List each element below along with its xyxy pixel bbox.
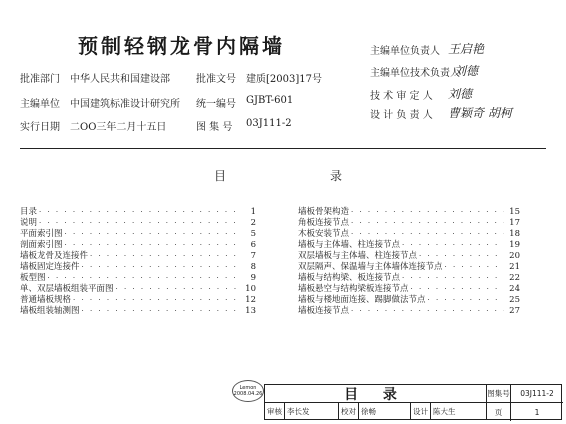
toc-item-title: 墙板与楼地面连接、踢脚做法节点 (298, 295, 426, 305)
check-name: 徐畅 (359, 403, 411, 419)
toc-item-page: 24 (509, 284, 520, 294)
signature: 刘德 (454, 64, 479, 78)
responsible-label: 主编单位负责人 (370, 46, 440, 57)
atlas-value: 03J111-2 (520, 389, 554, 398)
responsible-row (370, 62, 478, 79)
signature: 王启艳 (448, 42, 485, 56)
toc-item[interactable] (20, 229, 256, 240)
responsible-label: 技 术 审 定 人 (370, 91, 433, 102)
toc-item[interactable] (298, 295, 520, 306)
info-value: 03J111-2 (246, 118, 292, 129)
toc-item-title: 双层墙板与主体墙、柱连接节点 (298, 251, 418, 261)
info-value: GJBT-601 (246, 95, 294, 106)
check-label: 校对 (339, 403, 359, 419)
info-row-editor (20, 95, 180, 110)
toc-item-title: 墙板骨架构造 (298, 207, 350, 217)
toc-item[interactable] (20, 284, 256, 295)
info-row-approver (20, 70, 170, 85)
toc-item-title: 目录 (20, 207, 38, 217)
toc-heading-right: 录 (330, 169, 343, 183)
toc-item-title: 墙板连接节点 (298, 306, 350, 316)
lemon-stamp (232, 380, 264, 402)
toc-item-page: 20 (509, 251, 520, 261)
toc-item-title: 墙板组装轴测图 (20, 306, 80, 316)
toc-item[interactable] (20, 262, 256, 273)
toc-item[interactable] (298, 251, 520, 262)
toc-item-page: 13 (245, 306, 256, 316)
responsible-row (370, 40, 484, 57)
toc-item-page: 15 (509, 207, 520, 217)
info-value: 建质[2003]17号 (246, 74, 322, 85)
page-cell (487, 403, 563, 421)
toc-item[interactable] (20, 295, 256, 306)
info-value: 中国建筑标准设计研究所 (70, 99, 180, 110)
toc-item[interactable] (298, 229, 520, 240)
responsible-row (370, 85, 472, 102)
info-label: 图 集 号 (196, 122, 233, 133)
toc-item[interactable] (298, 218, 520, 229)
design-name: 陈大生 (433, 406, 456, 416)
toc-item-page: 12 (245, 295, 256, 305)
toc-item-page: 19 (509, 240, 520, 250)
toc-item-page: 25 (509, 295, 520, 305)
toc-item[interactable] (298, 284, 520, 295)
info-label: 统一编号 (196, 99, 236, 110)
toc-left-column (20, 207, 256, 317)
toc-item-page: 18 (509, 229, 520, 239)
divider (20, 148, 546, 149)
toc-item[interactable] (298, 207, 520, 218)
info-label: 实行日期 (20, 122, 60, 133)
toc-item-title: 普通墙板规格 (20, 295, 72, 305)
toc-item-title: 墙板与结构梁、板连接节点 (298, 273, 401, 283)
responsible-label: 主编单位技术负责人 (370, 68, 460, 79)
title-block-main: 目 录 (265, 385, 487, 403)
toc-item-page: 8 (250, 262, 256, 272)
toc-item-title: 单、双层墙板组装平面图 (20, 284, 114, 294)
toc-item-title: 墙板固定连接件 (20, 262, 80, 272)
toc-item-page: 27 (509, 306, 520, 316)
toc-item[interactable] (298, 240, 520, 251)
info-row-approval-no (196, 70, 322, 85)
toc-item-page: 1 (250, 207, 256, 217)
toc-item[interactable] (298, 262, 520, 273)
toc-right-column (298, 207, 520, 317)
toc-item-title: 墙板龙骨及连接件 (20, 251, 89, 261)
toc-item-page: 6 (250, 240, 256, 250)
info-value: 中华人民共和国建设部 (70, 74, 170, 85)
toc-item-page: 10 (245, 284, 256, 294)
toc-item-page: 21 (509, 262, 520, 272)
toc-item[interactable] (20, 240, 256, 251)
toc-item[interactable] (298, 273, 520, 284)
toc-item-page: 7 (250, 251, 256, 261)
toc-item[interactable] (20, 218, 256, 229)
toc-item-title: 双层隔声、保温墙与主体墙体连接节点 (298, 262, 443, 272)
toc-item-page: 22 (509, 273, 520, 283)
info-row-unified-no (196, 95, 293, 110)
toc-item-page: 17 (509, 218, 520, 228)
toc-item-page: 5 (250, 229, 256, 239)
page-label: 页 (487, 403, 511, 421)
toc-item-title: 说明 (20, 218, 38, 228)
toc-item-page: 9 (250, 273, 256, 283)
design-label: 设计 (411, 403, 431, 419)
signature: 刘德 (448, 87, 473, 101)
toc-item-title: 墙板与主体墙、柱连接节点 (298, 240, 401, 250)
info-label: 批准部门 (20, 74, 60, 85)
info-label: 主编单位 (20, 99, 60, 110)
info-row-atlas-no (196, 118, 292, 133)
toc-heading-left: 目 (214, 169, 227, 183)
toc-item-page: 2 (250, 218, 256, 228)
toc-item[interactable] (298, 306, 520, 317)
info-label: 批准文号 (196, 74, 236, 85)
atlas-label: 图集号 (487, 385, 511, 402)
atlas-cell (487, 385, 563, 403)
info-value: 二OO三年二月十五日 (70, 122, 167, 133)
page-title: 预制轻钢龙骨内隔墙 (78, 34, 285, 58)
toc-item-title: 角板连接节点 (298, 218, 350, 228)
signoff-row (265, 403, 487, 419)
toc-item[interactable] (20, 207, 256, 218)
review-name: 李长发 (285, 403, 339, 419)
toc-item[interactable] (20, 273, 256, 284)
review-label: 审核 (265, 403, 285, 419)
toc-item-title: 平面索引图 (20, 229, 63, 239)
toc-item-title: 剖面索引图 (20, 240, 63, 250)
toc-item[interactable] (20, 251, 256, 262)
toc-item-title: 木板安装节点 (298, 229, 350, 239)
page-value: 1 (534, 407, 540, 417)
toc-item-title: 板型图 (20, 273, 46, 283)
responsible-row (370, 104, 512, 121)
stamp-line: Lemon (239, 385, 257, 391)
info-row-date (20, 118, 166, 133)
signature: 曹颖奇 胡柯 (448, 106, 512, 120)
responsible-label: 设 计 负 责 人 (370, 110, 433, 121)
stamp-line: 2008.04.26 (233, 391, 263, 397)
toc-item-title: 墙板悬空与结构梁板连接节点 (298, 284, 409, 294)
toc-item[interactable] (20, 306, 256, 317)
title-block (264, 384, 562, 420)
